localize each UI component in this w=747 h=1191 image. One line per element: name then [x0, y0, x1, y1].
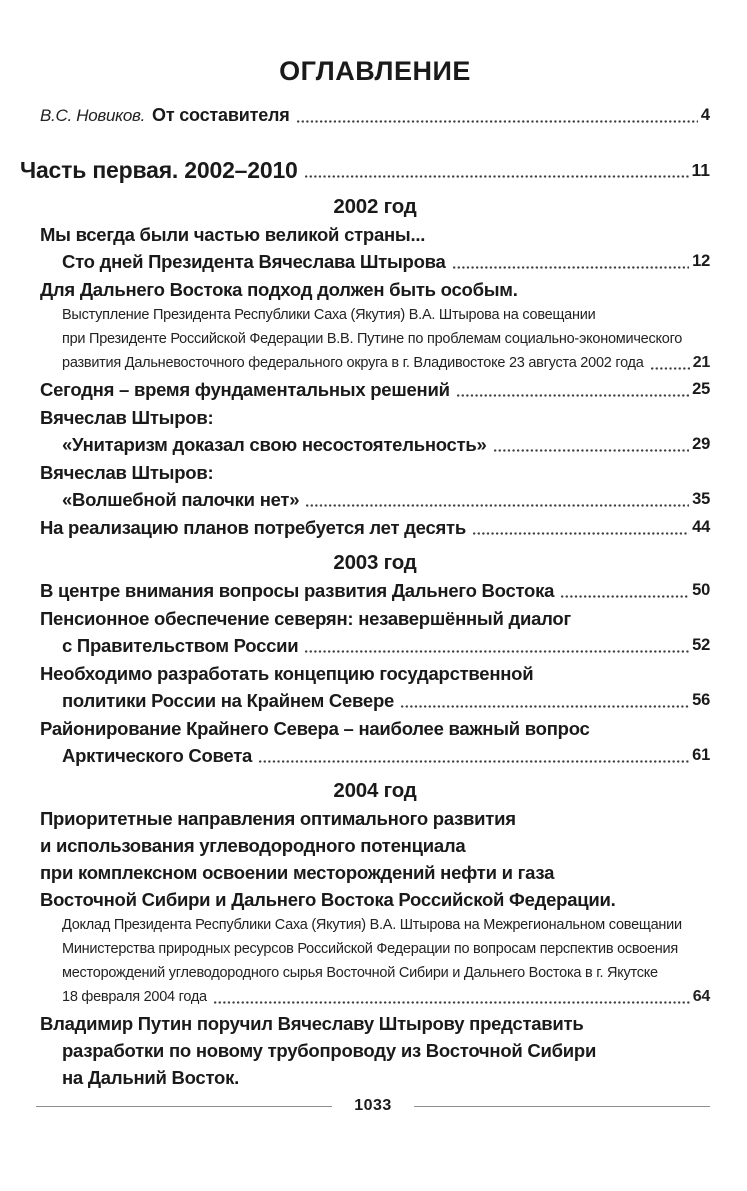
entry-text: и использования углеводородного потенциала — [40, 835, 466, 856]
toc-entry-line — [40, 715, 710, 742]
dot-leader — [453, 265, 690, 270]
entry-text: при комплексном освоении месторождений нефти и газа — [40, 862, 555, 883]
page-number: 4 — [700, 106, 710, 124]
entry-text: с Правительством России — [62, 635, 299, 656]
dot-leader — [305, 649, 689, 654]
toc-entry-line — [40, 805, 710, 832]
toc-entry-line — [62, 742, 710, 769]
footer-page-number: 1033 — [354, 1097, 392, 1114]
page-number: 12 — [692, 252, 710, 270]
toc-entry-line — [40, 1010, 710, 1037]
entry-text: Сто дней Президента Вячеслава Штырова — [62, 251, 446, 272]
note-text: месторождений углеводородного сырья Восточной Сибири и Дальнего Востока в г. Якутске — [62, 965, 658, 981]
toc-entry — [40, 276, 710, 375]
toc-entry — [40, 577, 710, 604]
dot-leader — [494, 448, 690, 453]
entry-text: Необходимо разработать концепцию государственной — [40, 663, 534, 684]
toc-entry-line — [40, 832, 710, 859]
entry-text: «Унитаризм доказал свою несостоятельность» — [62, 434, 487, 455]
dot-leader — [651, 366, 690, 371]
page-number: 61 — [692, 746, 710, 764]
toc-entry-line — [40, 404, 710, 431]
entry-text: Пенсионное обеспечение северян: незавершённый диалог — [40, 608, 571, 629]
toc-note-line — [62, 351, 710, 375]
toc-note-line — [62, 985, 710, 1009]
toc-entry — [40, 459, 710, 513]
entry-text: Вячеслав Штыров: — [40, 462, 214, 483]
toc-entry-line — [40, 859, 710, 886]
entry-text: политики России на Крайнем Севере — [62, 690, 395, 711]
entry-text: Районирование Крайнего Севера – наиболее важный вопрос — [40, 718, 590, 739]
dot-leader — [401, 704, 689, 709]
page-number: 52 — [692, 636, 710, 654]
page-footer — [36, 1097, 710, 1115]
toc-entry-line — [62, 632, 710, 659]
toc-author-row — [40, 102, 710, 129]
toc-entry — [40, 715, 710, 769]
toc-entry-line — [40, 660, 710, 687]
note-text: Выступление Президента Республики Саха (Якутия) В.А. Штырова на совещании — [62, 307, 596, 323]
note-text: Министерства природных ресурсов Российской Федерации по вопросам перспектив освоения — [62, 941, 679, 957]
toc-part-row — [20, 155, 710, 185]
author-name: В.С. Новиков. — [40, 106, 146, 125]
toc-entry-line — [40, 276, 710, 303]
toc-entry-line — [40, 605, 710, 632]
toc-entry-line — [40, 886, 710, 913]
entry-text: Мы всегда были частью великой страны... — [40, 224, 426, 245]
page-number: 50 — [692, 581, 710, 599]
entry-text: разработки по новому трубопроводу из Восточной Сибири — [62, 1040, 597, 1061]
toc-entry — [40, 1010, 710, 1091]
dot-leader — [473, 531, 689, 536]
note-text: 18 февраля 2004 года — [62, 989, 207, 1005]
toc-year-heading: 2003 год — [333, 551, 417, 574]
toc-entry-line — [40, 514, 710, 541]
toc-entry — [40, 376, 710, 403]
toc-list — [20, 102, 710, 1091]
toc-entry-line — [62, 1037, 710, 1064]
toc-entry — [40, 605, 710, 659]
page-number: 11 — [691, 160, 710, 180]
entry-text: Восточной Сибири и Дальнего Востока Российской Федерации. — [40, 889, 616, 910]
toc-year-heading: 2002 год — [333, 195, 417, 218]
note-text: при Президенте Российской Федерации В.В. Путине по проблемам социально-экономического — [62, 331, 683, 347]
toc-entry-line — [62, 486, 710, 513]
toc-entry-line — [62, 1064, 710, 1091]
page-number: 21 — [692, 354, 710, 371]
part-title: Часть первая. 2002–2010 — [20, 157, 298, 183]
dot-leader — [305, 174, 689, 179]
dot-leader — [259, 759, 689, 764]
entry-text: В центре внимания вопросы развития Дальнего Востока — [40, 580, 555, 601]
toc-year-heading: 2004 год — [333, 779, 417, 802]
note-text: Доклад Президента Республики Саха (Якутия) В.А. Штырова на Межрегиональном совещании — [62, 917, 682, 933]
toc-entry — [40, 514, 710, 541]
toc-entry-line — [40, 221, 710, 248]
entry-text: Вячеслав Штыров: — [40, 407, 214, 428]
page-number: 25 — [692, 380, 710, 398]
dot-leader — [306, 503, 689, 508]
entry-text: Приоритетные направления оптимального развития — [40, 808, 516, 829]
note-text: развития Дальневосточного федерального округа в г. Владивостоке 23 августа 2002 года — [62, 355, 644, 371]
entry-text: Для Дальнего Востока подход должен быть особым. — [40, 279, 518, 300]
dot-leader — [561, 594, 689, 599]
toc-entry-line — [62, 248, 710, 275]
toc-note-line — [62, 303, 710, 327]
dot-leader — [214, 1000, 690, 1005]
dot-leader — [457, 393, 689, 398]
entry-title: От составителя — [152, 105, 290, 125]
page-title: ОГЛАВЛЕНИЕ — [279, 56, 471, 86]
toc-note-line — [62, 937, 710, 961]
entry-text: «Волшебной палочки нет» — [62, 489, 300, 510]
page-number: 64 — [692, 988, 710, 1005]
page-number: 44 — [692, 518, 710, 536]
toc-note-line — [62, 327, 710, 351]
footer-rule-left — [36, 1106, 332, 1107]
page-number: 35 — [692, 490, 710, 508]
entry-text: на Дальний Восток. — [62, 1067, 239, 1088]
toc-entry — [40, 404, 710, 458]
toc-entry — [40, 221, 710, 275]
page-number: 29 — [692, 435, 710, 453]
toc-note-line — [62, 961, 710, 985]
toc-entry — [40, 805, 710, 1009]
toc-entry-line — [40, 459, 710, 486]
toc-entry-line — [62, 687, 710, 714]
entry-text: Арктического Совета — [62, 745, 253, 766]
toc-entry-line — [40, 577, 710, 604]
entry-text: Сегодня – время фундаментальных решений — [40, 379, 450, 400]
entry-text: На реализацию планов потребуется лет десять — [40, 517, 466, 538]
dot-leader — [297, 119, 698, 124]
toc-entry-line — [40, 376, 710, 403]
footer-rule-right — [414, 1106, 710, 1107]
entry-text: Владимир Путин поручил Вячеславу Штырову представить — [40, 1013, 584, 1034]
toc-note-line — [62, 913, 710, 937]
page-number: 56 — [692, 691, 710, 709]
toc-entry-line — [62, 431, 710, 458]
toc-entry — [40, 660, 710, 714]
